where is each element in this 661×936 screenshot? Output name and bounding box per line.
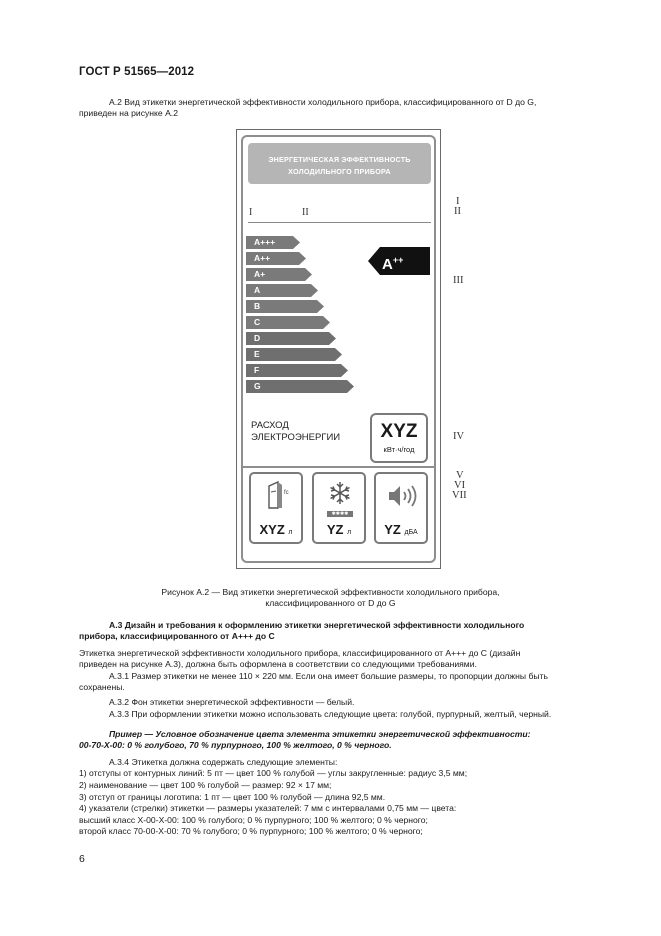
list-item-4: 4) указатели (стрелки) этикетки — размеры указателей: 7 мм с интервалами 0,75 мм — цвета: <box>79 803 457 813</box>
noise-unit: дБА <box>404 529 418 536</box>
page-number: 6 <box>79 853 85 865</box>
paragraph-1-line-2: приведен на рисунке А.3), должна быть оформлена в соответствии со следующими требованиями. <box>79 659 477 669</box>
section-heading-line-2: прибора, классифицированного от А+++ до С <box>79 631 275 641</box>
paragraph-1-line-1: Этикетка энергетической эффективности холодильного прибора, классифицированного от А+++ до С (дизайн <box>79 648 521 658</box>
frozen-volume-value: YZ <box>326 522 344 537</box>
icons-divider <box>241 466 436 468</box>
list-intro: А.3.4 Этикетка должна содержать следующие элементы: <box>109 757 338 767</box>
paragraph-4: А.3.3 При оформлении этикетки можно использовать следующие цвета: голубой, пурпурный, желтый, черный. <box>109 709 552 719</box>
paragraph-2-line-1: А.3.1 Размер этикетки не менее 110 × 220 мм. Если она имеет большие размеры, то пропорции должны быть <box>109 671 549 681</box>
arrow-label-d: D <box>254 333 261 343</box>
arrow-g <box>246 380 354 393</box>
fresh-volume <box>251 522 301 537</box>
name-line <box>248 222 431 223</box>
roman-iv: IV <box>453 431 465 442</box>
consumption-unit: кВт·ч/год <box>383 445 415 454</box>
roman-iii: III <box>453 275 464 286</box>
figure-caption-line-1: Рисунок А.2 — Вид этикетки энергетической эффективности холодильного прибора, <box>161 587 500 597</box>
arrow-label-c: C <box>254 317 261 327</box>
fresh-volume-unit: л <box>288 529 293 536</box>
noise-level <box>376 522 426 537</box>
list-item-1: 1) отступы от контурных линий: 5 пт — цвет 100 % голубой — углы закругленные: радиус 3,5 мм; <box>79 768 468 778</box>
consumption-caption <box>251 420 340 443</box>
section-heading-line-1: А.3 Дизайн и требования к оформлению этикетки энергетической эффективности холодильного <box>109 620 525 630</box>
arrow-label-g: G <box>254 381 261 391</box>
document-header: ГОСТ Р 51565—2012 <box>79 66 195 78</box>
consumption-value: XYZ <box>380 421 418 442</box>
intro-line-2: приведен на рисунке А.2 <box>79 108 178 118</box>
arrow-label-f: F <box>254 365 260 375</box>
arrow-label-b: B <box>254 301 261 311</box>
list-item-2: 2) наименование — цвет 100 % голубой — размер: 92 × 17 мм; <box>79 780 332 790</box>
roman-vi: VI <box>454 480 466 491</box>
frozen-volume-box <box>312 472 366 544</box>
arrow-label-e: E <box>254 349 260 359</box>
intro-line-1: А.2 Вид этикетки энергетической эффективности холодильного прибора, классифицированного от D до G, <box>109 97 537 107</box>
arrow-label-a++: A++ <box>254 253 271 263</box>
roman-vii: VII <box>452 490 467 501</box>
paragraph-2-line-2: сохранены. <box>79 682 125 692</box>
arrow-f <box>246 364 348 377</box>
paragraph-3: А.3.2 Фон этикетки энергетической эффективности — белый. <box>109 697 355 707</box>
fresh-volume-box <box>249 472 303 544</box>
roman-ii: II <box>454 206 461 217</box>
consumption-line-2: ЭЛЕКТРОЭНЕРГИИ <box>251 431 341 443</box>
frozen-volume <box>314 522 364 537</box>
name-mark-1: I <box>249 207 253 218</box>
list-item-4-class-2: второй класс 70-00-Х-00: 70 % голубого; 0 % пурпурного; 100 % желтого; 0 % черного; <box>79 826 423 836</box>
example-line-1: Пример — Условное обозначение цвета элемента этикетки энергетической эффективности: <box>109 729 531 739</box>
freezer-stars: ✱✱✱✱ <box>327 511 353 517</box>
example-line-2: 00-70-Х-00: 0 % голубого, 70 % пурпурного, 100 % желтого, 0 % черного. <box>79 740 392 750</box>
consumption-line-1: РАСХОД <box>251 420 289 431</box>
label-title-line-1: ЭНЕРГЕТИЧЕСКАЯ ЭФФЕКТИВНОСТЬ <box>268 155 411 164</box>
roman-v: V <box>456 470 464 481</box>
noise-value: YZ <box>384 522 401 537</box>
fresh-volume-value: XYZ <box>259 522 285 537</box>
consumption-box <box>370 413 428 463</box>
roman-i: I <box>456 196 460 207</box>
arrow-label-a+: A+ <box>254 269 266 279</box>
snowflake-icon <box>327 480 353 506</box>
arrow-label-a+++: A+++ <box>254 237 276 247</box>
frozen-volume-unit: л <box>347 529 352 536</box>
figure-caption-line-2: классифицированного от D до G <box>265 598 396 608</box>
rating-base: A <box>382 256 393 273</box>
arrow-e <box>246 348 342 361</box>
noise-box <box>374 472 428 544</box>
name-mark-2: II <box>302 207 309 218</box>
rating-value <box>382 251 403 274</box>
list-item-3: 3) отступ от границы логотипа: 1 пт — цвет 100 % голубой — длина 92,5 мм. <box>79 792 386 802</box>
label-title-line-2: ХОЛОДИЛЬНОГО ПРИБОРА <box>288 167 391 176</box>
arrow-label-a: A <box>254 285 261 295</box>
list-item-4-class-1: высший класс Х-00-Х-00: 100 % голубого; 0 % пурпурного; 100 % желтого; 0 % черного; <box>79 815 428 825</box>
speaker-icon <box>387 483 419 509</box>
fresh-icon-mark: fc <box>284 490 289 496</box>
rating-sup: ++ <box>392 255 404 265</box>
